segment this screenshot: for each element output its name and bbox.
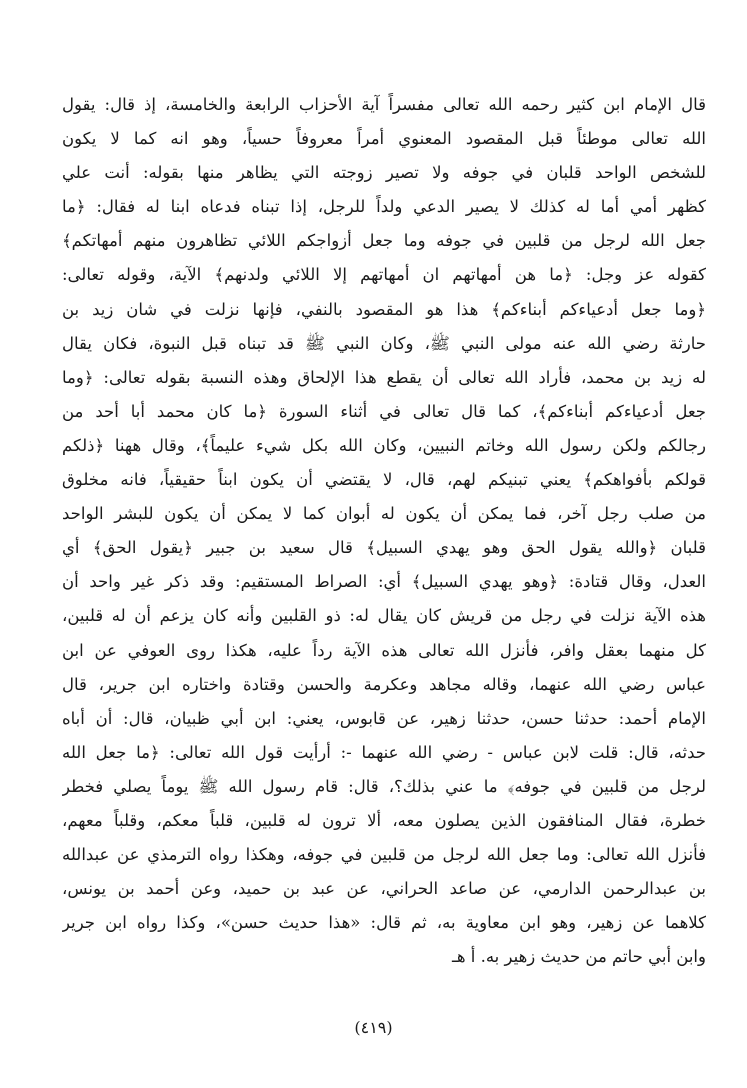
text-line: قلبان ﴿والله يقول الحق وهو يهدي السبيل﴾ قال سعيد بن جبير ﴿يقول الحق﴾ أي [62, 538, 706, 558]
text-line: العدل، وقال قتادة: ﴿وهو يهدي السبيل﴾ أي: الصراط المستقيم: وقد ذكر غير واحد أن [62, 572, 706, 592]
text-line: كظهر أمي أما له كذلك لا يصير الدعي ولداً للرجل، إذا تبناه فدعاه ابنا له فقال: ﴿ما [62, 197, 706, 217]
text-line: ﴿وما جعل أدعياءكم أبناءكم﴾ هذا هو المقصود بالنفي، فإنها نزلت في شان زيد بن [62, 299, 706, 319]
text-line: للشخص الواحد قلبان في جوفه ولا تصير زوجته التي يظاهر منها بقوله: أنت علي [62, 163, 706, 183]
text-line: وابن أبي حاتم من حديث زهير به. أ هـ [451, 947, 706, 967]
text-line: كقوله عز وجل: ﴿ما هن أمهاتهم ان أمهاتهم إلا اللائي ولدنهم﴾ الآية، وقوله تعالى: [62, 265, 706, 285]
text-line: كل منهما بعقل وافر، فأنزل الله تعالى هذه الآية رداً عليه، هكذا روى العوفي عن ابن [62, 640, 706, 660]
text-line: جعل الله لرجل من قلبين في جوفه وما جعل أزواجكم اللائي تظاهرون منهم أمهاتكم﴾ [62, 231, 706, 251]
text-line: لرجل من قلبين في جوفه﴾ ما عني بذلك؟، قال: قام رسول الله ﷺ يوماً يصلي فخطر [62, 776, 706, 796]
text-line: هذه الآية نزلت في رجل من قريش كان يقال له: ذو القلبين وأنه كان يزعم أن له قلبين، [62, 606, 706, 626]
body-text [62, 88, 706, 974]
text-line: حدثه، قال: قلت لابن عباس - رضي الله عنهما -: أرأيت قول الله تعالى: ﴿ما جعل الله [62, 742, 706, 762]
text-line: قولكم بأفواهكم﴾ يعني تبنيكم لهم، قال، لا يقتضي أن يكون ابناً حقيقياً، فانه مخلوق [62, 470, 706, 490]
text-line: جعل أدعياءكم أبناءكم﴾، كما قال تعالى في أثناء السورة ﴿ما كان محمد أبا أحد من [62, 401, 706, 421]
text-line: بن عبدالرحمن الدارمي، عن صاعد الحراني، عن عبد بن حميد، وعن أحمد بن يونس، [62, 879, 706, 899]
text-line: له زيد بن محمد، فأراد الله تعالى أن يقطع هذا الإلحاق وهذه النسبة بقوله تعالى: ﴿وما [62, 367, 706, 387]
text-line: حارثة رضي الله عنه مولى النبي ﷺ، وكان النبي ﷺ قد تبناه قبل النبوة، فكان يقال [62, 333, 706, 353]
text-line: خطرة، فقال المنافقون الذين يصلون معه، ألا ترون له قلبين، قلباً معكم، وقلباً معهم، [62, 810, 706, 830]
text-line: عباس رضي الله عنهما، وقاله مجاهد وعكرمة والحسن وقتادة واختاره ابن جرير، قال [62, 674, 706, 694]
text-line: من صلب رجل آخر، فما يمكن أن يكون له أبوان كما لا يمكن أن يكون للبشر الواحد [62, 504, 706, 524]
text-line: رجالكم ولكن رسول الله وخاتم النبيين، وكان الله بكل شيء عليماً﴾، وقال ههنا ﴿ذلكم [62, 435, 706, 455]
page-number: (٤١٩) [354, 1018, 393, 1037]
text-line: كلاهما عن زهير، وهو ابن معاوية به، ثم قال: «هذا حديث حسن»، وكذا رواه ابن جرير [62, 913, 706, 933]
text-line: قال الإمام ابن كثير رحمه الله تعالى مفسراً آية الأحزاب الرابعة والخامسة، إذ قال: يقول [62, 95, 706, 114]
text-line: الإمام أحمد: حدثنا حسن، حدثنا زهير، عن قابوس، يعني: ابن أبي ظبيان، قال: أن أباه [62, 708, 706, 728]
text-line: الله تعالى موطئاً قبل المقصود المعنوي أمراً معروفاً حسياً، وهو انه كما لا يكون [62, 129, 706, 149]
text-line: فأنزل الله تعالى: وما جعل الله لرجل من قلبين في جوفه، وهكذا رواه الترمذي عن عبدالله [62, 845, 706, 865]
